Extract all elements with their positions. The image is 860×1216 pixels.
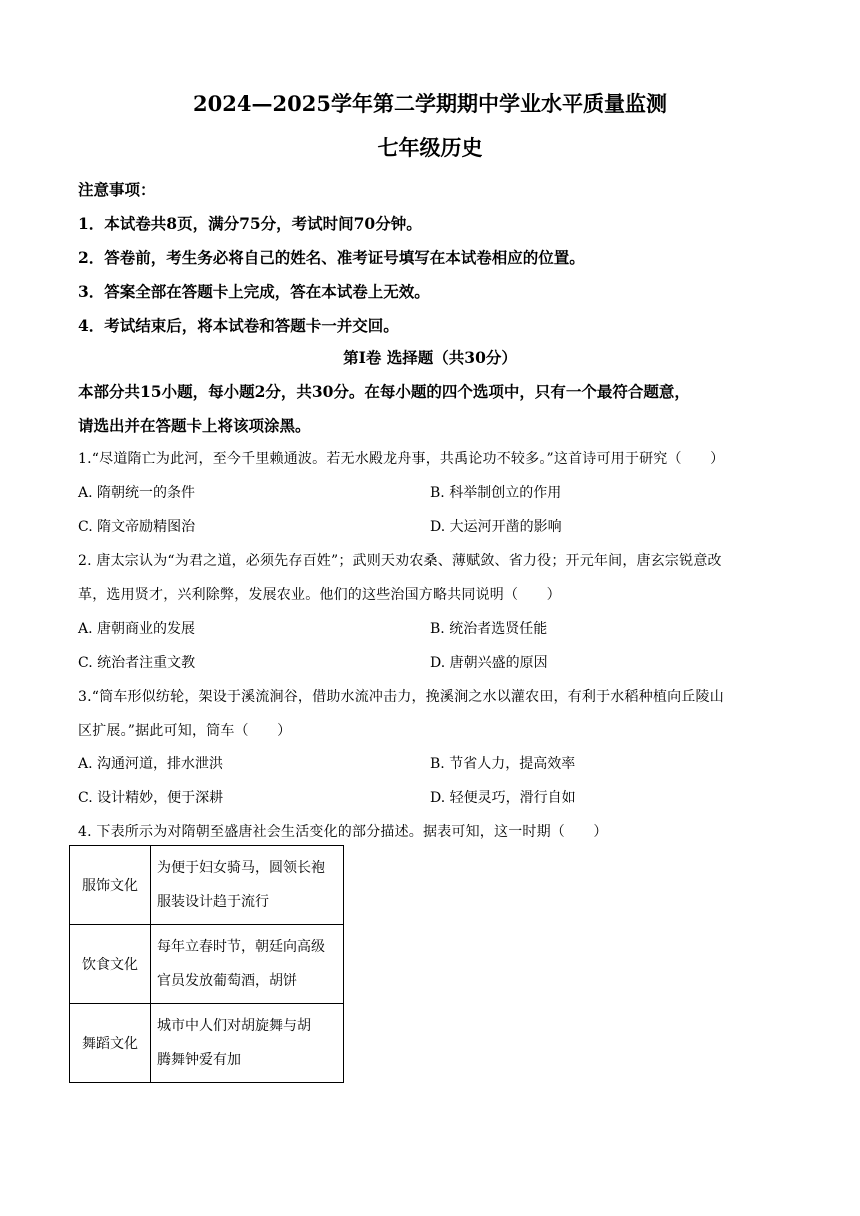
table-cell-value: [151, 1004, 344, 1083]
table-cell-label: 饮食文化: [70, 925, 151, 1004]
notice-item: 4．考试结束后，将本试卷和答题卡一并交回。: [78, 316, 399, 335]
table-row: [70, 1004, 344, 1083]
option-c: C. 隋文帝励精图治: [78, 519, 196, 535]
section-title: 第Ⅰ卷 选择题（共30分）: [343, 348, 517, 367]
question-stem: 区扩展。”据此可知，筒车（ ）: [78, 723, 292, 739]
cell-line: 腾舞钟爱有加: [157, 1052, 241, 1068]
exam-title: 2024—2025学年第二学期期中学业水平质量监测: [193, 91, 667, 116]
notice-item: 3．答案全部在答题卡上完成，答在本试卷上无效。: [78, 282, 430, 301]
option-b: B. 节省人力，提高效率: [430, 756, 576, 772]
question-stem: 革，选用贤才，兴利除弊，发展农业。他们的这些治国方略共同说明（ ）: [78, 587, 561, 603]
table-cell-label: 服饰文化: [70, 846, 151, 925]
option-d: D. 轻便灵巧，滑行自如: [430, 790, 576, 806]
cell-line: 每年立春时节，朝廷向高级: [157, 939, 325, 955]
question-stem: 4. 下表所示为对隋朝至盛唐社会生活变化的部分描述。据表可知，这一时期（ ）: [78, 824, 608, 840]
option-b: B. 统治者选贤任能: [430, 621, 548, 637]
table-row: [70, 925, 344, 1004]
notice-heading: 注意事项：: [78, 180, 156, 199]
notice-item: 2．答卷前，考生务必将自己的姓名、准考证号填写在本试卷相应的位置。: [78, 248, 585, 267]
option-a: A. 唐朝商业的发展: [78, 621, 196, 637]
cell-line: 为便于妇女骑马，圆领长袍: [157, 860, 325, 876]
option-d: D. 大运河开凿的影响: [430, 519, 562, 535]
question-stem: 3.“筒车形似纺轮，架设于溪流涧谷，借助水流冲击力，挽溪涧之水以灌农田，有利于水稻种植向丘陵山: [78, 689, 724, 705]
question-stem: 2. 唐太宗认为“为君之道，必须先存百姓”；武则天劝农桑、薄赋敛、省力役；开元年间，唐玄宗锐意改: [78, 553, 722, 569]
table-cell-value: [151, 846, 344, 925]
option-d: D. 唐朝兴盛的原因: [430, 655, 548, 671]
table-cell-label: 舞蹈文化: [70, 1004, 151, 1083]
question-stem: 1.“尽道隋亡为此河，至今千里赖通波。若无水殿龙舟事，共禹论功不较多。”这首诗可用于研究（ ）: [78, 451, 725, 467]
culture-table: [69, 845, 344, 1083]
option-c: C. 统治者注重文教: [78, 655, 196, 671]
cell-line: 服装设计趋于流行: [157, 894, 269, 910]
table-row: [70, 846, 344, 925]
option-a: A. 沟通河道，排水泄洪: [78, 756, 224, 772]
option-b: B. 科举制创立的作用: [430, 485, 562, 501]
cell-line: 城市中人们对胡旋舞与胡: [157, 1018, 311, 1034]
option-a: A. 隋朝统一的条件: [78, 485, 196, 501]
table-cell-value: [151, 925, 344, 1004]
exam-subtitle: 七年级历史: [377, 135, 483, 160]
option-c: C. 设计精妙，便于深耕: [78, 790, 224, 806]
notice-item: 1．本试卷共8页，满分75分，考试时间70分钟。: [78, 214, 422, 233]
section-intro: 本部分共15小题，每小题2分，共30分。在每小题的四个选项中，只有一个最符合题意，: [78, 382, 690, 401]
section-intro: 请选出并在答题卡上将该项涂黑。: [78, 416, 311, 435]
cell-line: 官员发放葡萄酒，胡饼: [157, 973, 297, 989]
